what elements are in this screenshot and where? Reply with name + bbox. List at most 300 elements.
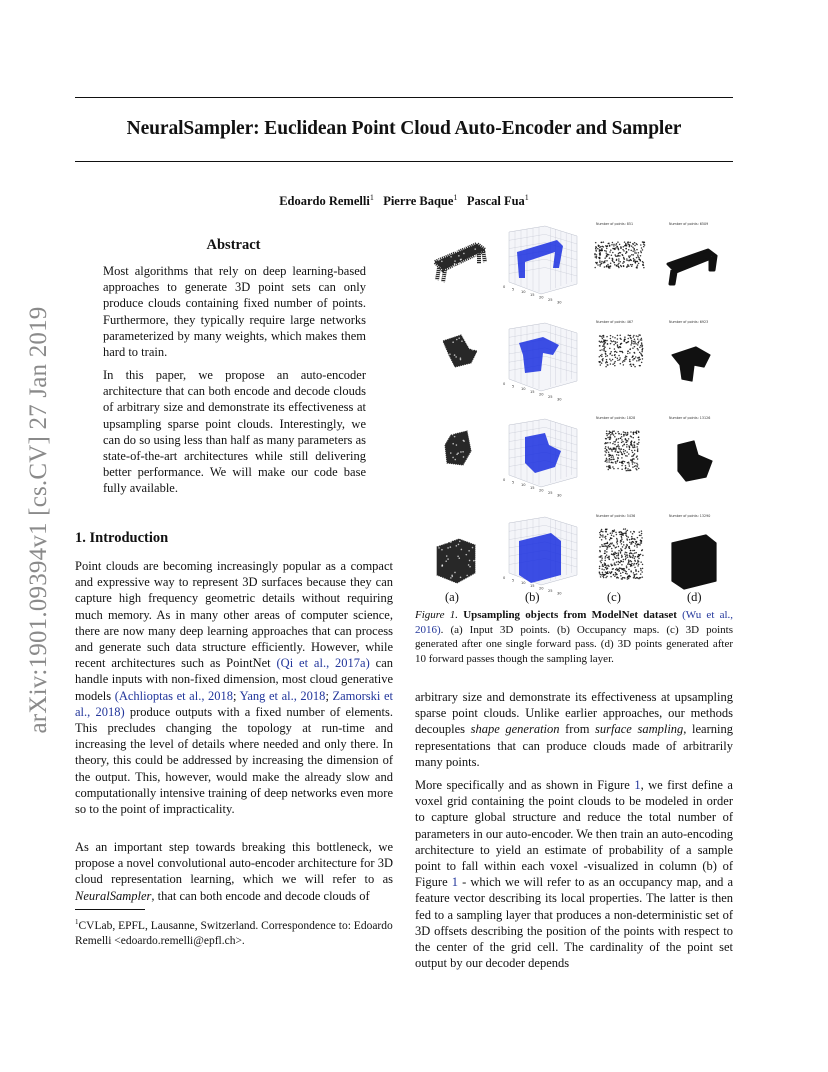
point-gap bbox=[454, 260, 456, 262]
generated-point bbox=[612, 433, 614, 435]
point-gap bbox=[454, 459, 456, 461]
point-gap bbox=[445, 355, 447, 357]
generated-point bbox=[623, 258, 625, 260]
generated-point bbox=[638, 357, 640, 359]
generated-point bbox=[636, 243, 638, 245]
generated-point bbox=[631, 455, 633, 457]
generated-point bbox=[607, 343, 609, 345]
generated-point bbox=[608, 451, 610, 453]
generated-point bbox=[640, 255, 642, 257]
generated-point bbox=[630, 459, 632, 461]
axis-tick-label: 5 bbox=[512, 480, 515, 485]
generated-point bbox=[617, 358, 619, 360]
generated-point bbox=[617, 460, 619, 462]
generated-point bbox=[629, 244, 631, 246]
generated-point bbox=[608, 254, 610, 256]
generated-point bbox=[633, 433, 635, 435]
generated-point bbox=[631, 460, 633, 462]
generated-point bbox=[606, 458, 608, 460]
generated-point bbox=[613, 248, 615, 250]
generated-point bbox=[641, 362, 643, 364]
generated-point bbox=[637, 338, 639, 340]
generated-point bbox=[639, 347, 641, 349]
body-text: produce outputs with a fixed number of elements. This precludes changing the topology at run-time and increasing the level of details where needed and only there. In theory, this could be addressed by increasing the dimension of the output. This, however, would make the already slow and computationally intensive training of deep networks even more so to the point of impracticality. bbox=[75, 704, 393, 817]
generated-point bbox=[599, 568, 601, 570]
generated-point bbox=[635, 261, 637, 263]
generated-point bbox=[627, 440, 629, 442]
generated-point bbox=[610, 431, 612, 433]
generated-point bbox=[631, 341, 633, 343]
generated-point bbox=[621, 569, 623, 571]
generated-point bbox=[623, 246, 625, 248]
generated-point bbox=[626, 571, 628, 573]
generated-point bbox=[620, 540, 622, 542]
point-gap bbox=[438, 259, 440, 261]
generated-point bbox=[623, 559, 625, 561]
point-gap bbox=[472, 459, 474, 461]
generated-point bbox=[632, 247, 634, 249]
generated-point bbox=[607, 571, 609, 573]
generated-point bbox=[618, 550, 620, 552]
generated-point bbox=[630, 443, 632, 445]
generated-point bbox=[609, 348, 611, 350]
generated-point bbox=[633, 432, 635, 434]
generated-point bbox=[631, 539, 633, 541]
citation-link[interactable]: (Wu et al., 2016) bbox=[415, 609, 734, 636]
generated-point bbox=[608, 461, 610, 463]
generated-point bbox=[619, 335, 621, 337]
generated-point bbox=[630, 250, 632, 252]
section-heading-introduction: 1. Introduction bbox=[75, 530, 169, 546]
generated-point bbox=[635, 343, 637, 345]
point-gap bbox=[439, 281, 441, 283]
figure-reference-link[interactable]: 1 bbox=[634, 778, 641, 792]
point-gap bbox=[447, 353, 449, 355]
generated-point bbox=[614, 341, 616, 343]
generated-point bbox=[634, 346, 636, 348]
generated-point bbox=[627, 578, 629, 580]
generated-point bbox=[598, 361, 600, 363]
point-gap bbox=[472, 437, 474, 439]
axis-tick-label: 5 bbox=[512, 578, 515, 583]
generated-point bbox=[601, 539, 603, 541]
generated-point bbox=[612, 530, 614, 532]
axis-tick-label: 10 bbox=[521, 581, 526, 586]
generated-point bbox=[641, 530, 643, 532]
point-gap bbox=[440, 440, 442, 442]
generated-point bbox=[616, 534, 618, 536]
author-name: Edoardo Remelli bbox=[279, 194, 370, 209]
generated-point bbox=[613, 468, 615, 470]
generated-point bbox=[634, 340, 636, 342]
generated-point bbox=[605, 545, 607, 547]
generated-point bbox=[608, 556, 610, 558]
point-gap bbox=[458, 337, 460, 339]
generated-point bbox=[613, 574, 615, 576]
generated-point bbox=[604, 454, 606, 456]
point-gap bbox=[437, 373, 439, 375]
generated-point bbox=[622, 534, 624, 536]
point-gap bbox=[454, 378, 456, 380]
generated-point bbox=[606, 461, 608, 463]
generated-point bbox=[605, 442, 607, 444]
generated-point bbox=[602, 573, 604, 575]
generated-point bbox=[627, 350, 629, 352]
generated-point bbox=[625, 245, 627, 247]
generated-point bbox=[599, 556, 601, 558]
generated-point bbox=[611, 456, 613, 458]
point-gap bbox=[458, 376, 460, 378]
generated-point bbox=[638, 263, 640, 265]
generated-point bbox=[617, 457, 619, 459]
generated-point bbox=[625, 531, 627, 533]
generated-point bbox=[638, 558, 640, 560]
generated-point bbox=[627, 433, 629, 435]
generated-point bbox=[618, 444, 620, 446]
axis-tick-label: 5 bbox=[512, 287, 515, 292]
footnote-rule bbox=[75, 909, 145, 910]
generated-point bbox=[634, 447, 636, 449]
generated-point bbox=[634, 249, 636, 251]
generated-point bbox=[632, 466, 634, 468]
generated-point bbox=[623, 250, 625, 252]
point-gap bbox=[452, 341, 454, 343]
generated-point bbox=[625, 557, 627, 559]
point-gap bbox=[447, 276, 449, 278]
generated-point bbox=[614, 365, 616, 367]
generated-point bbox=[621, 539, 623, 541]
generated-point bbox=[601, 559, 603, 561]
citation-link[interactable]: (Achlioptas et al., 2018 bbox=[114, 688, 234, 703]
right-paragraph-1 bbox=[415, 689, 733, 770]
axis-tick-label: 0 bbox=[503, 576, 506, 580]
point-gap bbox=[475, 459, 477, 461]
generated-point bbox=[614, 337, 616, 339]
point-gap bbox=[466, 470, 468, 472]
point-gap bbox=[463, 253, 465, 255]
generated-point bbox=[602, 359, 604, 361]
generated-point bbox=[616, 243, 618, 245]
generated-point bbox=[601, 261, 603, 263]
point-gap bbox=[462, 472, 464, 474]
citation-link[interactable]: (Qi et al., 2017a) bbox=[276, 656, 370, 671]
generated-point bbox=[631, 445, 633, 447]
generated-point bbox=[612, 456, 614, 458]
generated-point bbox=[635, 356, 637, 358]
generated-point bbox=[626, 266, 628, 268]
generated-point bbox=[616, 538, 618, 540]
generated-point bbox=[636, 541, 638, 543]
generated-point bbox=[616, 539, 618, 541]
generated-point bbox=[608, 459, 610, 461]
generated-point bbox=[626, 252, 628, 254]
generated-point bbox=[622, 441, 624, 443]
body-text: , learning representations that can produce clouds made of arbitrarily many points. bbox=[415, 722, 733, 769]
generated-point bbox=[620, 261, 622, 263]
point-gap bbox=[449, 434, 451, 436]
generated-point bbox=[625, 556, 627, 558]
generated-point bbox=[635, 543, 637, 545]
point-gap bbox=[455, 538, 457, 540]
point-gap bbox=[441, 549, 443, 551]
point-gap bbox=[471, 467, 473, 469]
generated-point bbox=[641, 247, 643, 249]
generated-point bbox=[610, 563, 612, 565]
generated-point bbox=[603, 336, 605, 338]
generated-point bbox=[631, 245, 633, 247]
generated-point bbox=[600, 562, 602, 564]
body-text: ; bbox=[233, 688, 240, 703]
generated-point bbox=[634, 431, 636, 433]
generated-point bbox=[615, 552, 617, 554]
generated-point bbox=[606, 554, 608, 556]
generated-point bbox=[634, 557, 636, 559]
generated-point bbox=[607, 364, 609, 366]
generated-point bbox=[633, 352, 635, 354]
generated-point bbox=[610, 351, 612, 353]
generated-point bbox=[630, 435, 632, 437]
generated-point bbox=[638, 360, 640, 362]
generated-point bbox=[632, 463, 634, 465]
voxel-grid-box bbox=[509, 323, 577, 391]
point-gap bbox=[446, 468, 448, 470]
generated-point bbox=[614, 564, 616, 566]
point-gap bbox=[463, 440, 465, 442]
generated-point bbox=[622, 577, 624, 579]
generated-point bbox=[631, 461, 633, 463]
point-gap bbox=[439, 378, 441, 380]
generated-point bbox=[614, 447, 616, 449]
generated-point bbox=[618, 260, 620, 262]
generated-point bbox=[632, 250, 634, 252]
generated-point bbox=[610, 340, 612, 342]
generated-point bbox=[631, 543, 633, 545]
generated-point bbox=[611, 548, 613, 550]
point-gap bbox=[472, 349, 474, 351]
generated-point bbox=[635, 252, 637, 254]
generated-point bbox=[609, 458, 611, 460]
generated-point bbox=[637, 451, 639, 453]
generated-point bbox=[640, 535, 642, 537]
generated-point bbox=[604, 266, 606, 268]
point-gap bbox=[472, 547, 474, 549]
generated-point bbox=[623, 360, 625, 362]
generated-point bbox=[626, 573, 628, 575]
generated-point bbox=[638, 257, 640, 259]
generated-point bbox=[638, 554, 640, 556]
generated-point bbox=[606, 435, 608, 437]
generated-point bbox=[621, 439, 623, 441]
generated-point bbox=[640, 252, 642, 254]
generated-point bbox=[609, 257, 611, 259]
generated-point bbox=[610, 533, 612, 535]
generated-point bbox=[612, 359, 614, 361]
generated-point bbox=[611, 534, 613, 536]
generated-point bbox=[612, 443, 614, 445]
input-point-cloud bbox=[436, 335, 477, 385]
generated-point bbox=[614, 556, 616, 558]
generated-point bbox=[597, 248, 599, 250]
point-gap bbox=[440, 384, 442, 386]
generated-point bbox=[637, 537, 639, 539]
generated-point bbox=[634, 453, 636, 455]
generated-point bbox=[639, 577, 641, 579]
axis-tick-label: 25 bbox=[548, 298, 553, 302]
generated-point bbox=[601, 248, 603, 250]
generated-point bbox=[604, 557, 606, 559]
axis-tick-label: 10 bbox=[521, 387, 526, 392]
single-pass-point-cloud bbox=[594, 241, 645, 268]
generated-point bbox=[594, 253, 596, 255]
generated-point bbox=[613, 262, 615, 264]
generated-point bbox=[621, 461, 623, 463]
generated-point bbox=[607, 534, 609, 536]
generated-point bbox=[627, 530, 629, 532]
generated-point bbox=[636, 544, 638, 546]
generated-point bbox=[629, 257, 631, 259]
ten-pass-point-cloud bbox=[678, 441, 712, 481]
generated-point bbox=[613, 544, 615, 546]
generated-point bbox=[604, 564, 606, 566]
generated-point bbox=[642, 555, 644, 557]
generated-point bbox=[642, 249, 644, 251]
generated-point bbox=[610, 338, 612, 340]
method-name: NeuralSampler bbox=[75, 888, 152, 903]
point-gap bbox=[448, 476, 450, 478]
point-gap bbox=[469, 560, 471, 562]
author-name: Pascal Fua bbox=[466, 194, 525, 209]
footnote bbox=[75, 915, 393, 949]
generated-point bbox=[617, 468, 619, 470]
generated-point bbox=[628, 438, 630, 440]
generated-point bbox=[643, 243, 645, 245]
generated-point bbox=[625, 450, 627, 452]
generated-point bbox=[625, 342, 627, 344]
generated-point bbox=[629, 465, 631, 467]
input-point-cloud bbox=[437, 532, 476, 583]
generated-point bbox=[628, 569, 630, 571]
generated-point bbox=[609, 442, 611, 444]
generated-point bbox=[615, 433, 617, 435]
generated-point bbox=[642, 264, 644, 266]
ten-pass-point-cloud bbox=[672, 535, 716, 589]
generated-point bbox=[638, 341, 640, 343]
point-gap bbox=[447, 382, 449, 384]
generated-point bbox=[614, 248, 616, 250]
generated-point bbox=[630, 335, 632, 337]
generated-point bbox=[618, 446, 620, 448]
generated-point bbox=[633, 444, 635, 446]
generated-point bbox=[615, 461, 617, 463]
generated-point bbox=[634, 450, 636, 452]
point-gap bbox=[466, 246, 468, 248]
generated-point bbox=[620, 575, 622, 577]
generated-point bbox=[633, 531, 635, 533]
generated-point bbox=[602, 338, 604, 340]
generated-point bbox=[618, 452, 620, 454]
generated-point bbox=[618, 267, 620, 269]
generated-point bbox=[614, 351, 616, 353]
input-point-cloud bbox=[435, 242, 485, 289]
figure-column-label-d: (d) bbox=[687, 590, 702, 604]
point-gap bbox=[450, 256, 452, 258]
point-gap bbox=[468, 550, 470, 552]
generated-point bbox=[624, 336, 626, 338]
generated-point bbox=[633, 343, 635, 345]
citation-link[interactable]: Zamorski et al., 2018) bbox=[75, 688, 393, 719]
generated-point bbox=[625, 532, 627, 534]
generated-point bbox=[637, 349, 639, 351]
generated-point bbox=[640, 561, 642, 563]
generated-point bbox=[599, 546, 601, 548]
generated-point bbox=[605, 446, 607, 448]
generated-point bbox=[625, 573, 627, 575]
axis-tick-label: 15 bbox=[530, 292, 535, 297]
generated-point bbox=[610, 249, 612, 251]
occupancy-map-panel bbox=[503, 226, 577, 305]
generated-point bbox=[642, 568, 644, 570]
generated-point bbox=[634, 338, 636, 340]
generated-point bbox=[603, 241, 605, 243]
generated-point bbox=[631, 565, 633, 567]
input-shape bbox=[443, 335, 477, 367]
point-gap bbox=[460, 577, 462, 579]
generated-point bbox=[632, 359, 634, 361]
axis-tick-label: 0 bbox=[503, 478, 506, 482]
generated-point bbox=[601, 354, 603, 356]
generated-point bbox=[604, 552, 606, 554]
panel-title: Number of points: 6509 bbox=[669, 222, 709, 226]
generated-point bbox=[607, 567, 609, 569]
generated-point bbox=[623, 541, 625, 543]
generated-point bbox=[639, 531, 641, 533]
point-gap bbox=[439, 337, 441, 339]
abstract-paragraph-1: Most algorithms that rely on deep learning-based approaches to generate 3D point sets can only produce clouds containing fixed number of points. Furthermore, they typically require large networks parameterized by many weights, which makes them hard to train. bbox=[103, 264, 366, 360]
generated-point bbox=[625, 358, 627, 360]
generated-point bbox=[620, 552, 622, 554]
generated-point bbox=[619, 252, 621, 254]
figure-reference-link[interactable]: 1 bbox=[451, 875, 458, 890]
generated-point bbox=[604, 560, 606, 562]
point-gap bbox=[452, 443, 454, 445]
generated-point bbox=[602, 335, 604, 337]
point-gap bbox=[459, 263, 461, 265]
figure-column-a-input-points bbox=[415, 222, 495, 582]
point-gap bbox=[438, 451, 440, 453]
point-gap bbox=[462, 243, 464, 245]
generated-point bbox=[641, 342, 643, 344]
generated-point bbox=[602, 536, 604, 538]
generated-point bbox=[622, 262, 624, 264]
generated-point bbox=[616, 561, 618, 563]
generated-point bbox=[607, 355, 609, 357]
generated-point bbox=[611, 564, 613, 566]
generated-point bbox=[634, 259, 636, 261]
generated-point bbox=[623, 261, 625, 263]
generated-point bbox=[600, 576, 602, 578]
generated-point bbox=[620, 438, 622, 440]
generated-point bbox=[641, 537, 643, 539]
point-gap bbox=[474, 255, 476, 257]
point-gap bbox=[460, 451, 462, 453]
generated-point bbox=[616, 351, 618, 353]
generated-point bbox=[626, 552, 628, 554]
generated-point bbox=[605, 543, 607, 545]
generated-point bbox=[613, 553, 615, 555]
citation-link[interactable]: Yang et al., 2018 bbox=[239, 688, 326, 703]
generated-point bbox=[605, 353, 607, 355]
generated-point bbox=[607, 557, 609, 559]
